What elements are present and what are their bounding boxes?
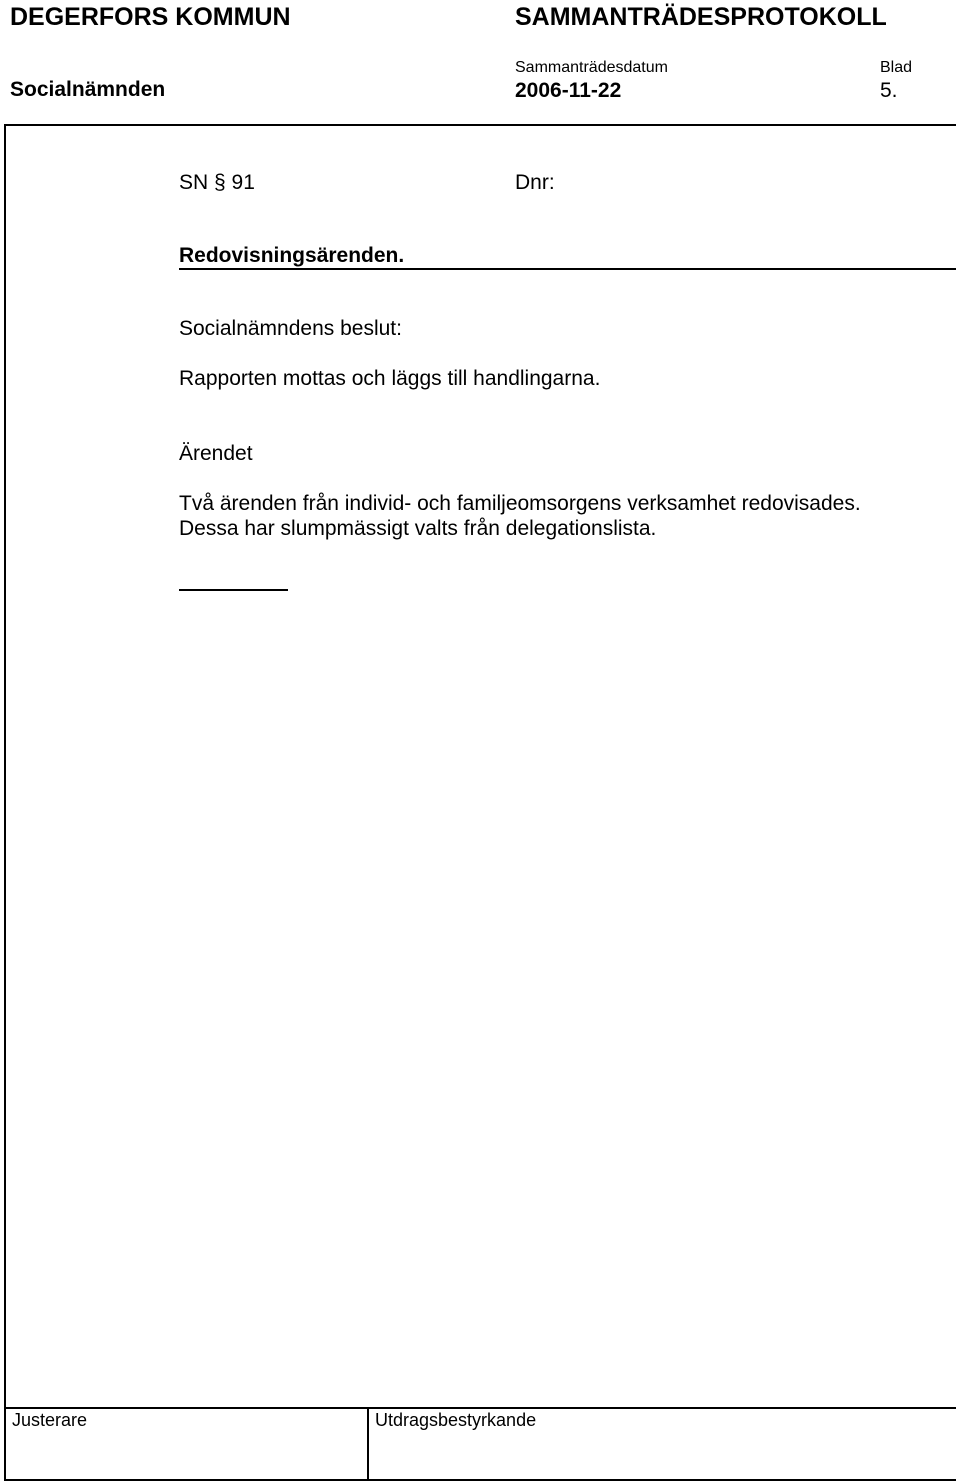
matter-heading: Ärendet	[179, 442, 253, 465]
matter-line: Två ärenden från individ- och familjeomsorgens verksamhet redovisades.	[179, 492, 861, 515]
department-name: Socialnämnden	[10, 78, 166, 101]
footer-divider	[367, 1407, 369, 1480]
title-underline	[179, 268, 956, 270]
section-number: SN § 91	[179, 171, 255, 194]
page-label: Blad	[880, 59, 913, 76]
organization-name: DEGERFORS KOMMUN	[10, 3, 291, 31]
frame-bottom-border	[4, 1479, 956, 1481]
matter-line: Dessa har slumpmässigt valts från delegationslista.	[179, 517, 657, 540]
item-title: Redovisningsärenden.	[179, 244, 405, 267]
meeting-date-label: Sammanträdesdatum	[515, 59, 668, 76]
frame-left-border	[4, 124, 6, 1480]
frame-top-border	[4, 124, 956, 126]
dnr-label: Dnr:	[515, 171, 555, 194]
footer-top-border	[4, 1407, 956, 1409]
end-of-item-rule	[179, 589, 288, 591]
adjuster-label: Justerare	[12, 1410, 88, 1430]
page-number: 5.	[880, 79, 898, 102]
decision-text: Rapporten mottas och läggs till handlingarna.	[179, 367, 601, 390]
extract-certification-label: Utdragsbestyrkande	[375, 1410, 537, 1430]
meeting-date: 2006-11-22	[515, 79, 622, 102]
decision-heading: Socialnämndens beslut:	[179, 317, 402, 340]
document-type: SAMMANTRÄDESPROTOKOLL	[515, 3, 887, 31]
